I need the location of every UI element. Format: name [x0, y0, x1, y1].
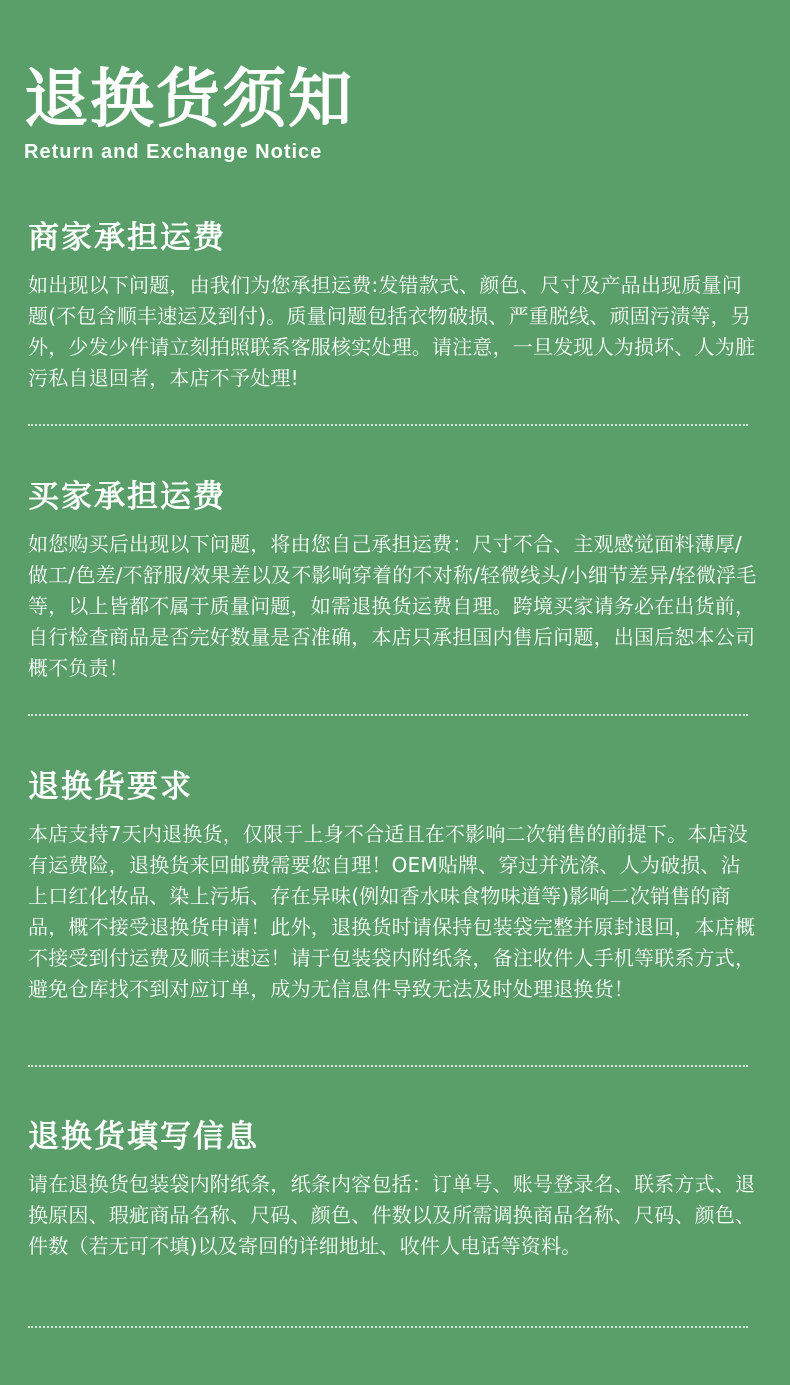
section-return-requirements	[28, 767, 758, 1005]
section-body: 如出现以下问题，由我们为您承担运费:发错款式、颜色、尺寸及产品出现质量问题(不包含顺丰速运及到付)。质量问题包括衣物破损、严重脱线、顽固污渍等，另外，少发少件请立刻拍照联系客服核实处理。请注意，一旦发现人为损坏、人为脏污私自退回者，本店不予处理!	[28, 273, 756, 390]
section-title: 退换货填写信息	[28, 1119, 259, 1155]
section-title: 退换货要求	[28, 769, 193, 805]
section-divider	[28, 714, 748, 716]
section-title: 商家承担运费	[28, 220, 226, 256]
page-title: 退换货须知	[24, 63, 354, 137]
section-divider	[28, 1326, 748, 1328]
section-return-info-form	[28, 1117, 758, 1262]
section-body: 请在退换货包装袋内附纸条，纸条内容包括：订单号、账号登录名、联系方式、退换原因、瑕疵商品名称、尺码、颜色、件数以及所需调换商品名称、尺码、颜色、件数（若无可不填)以及寄回的详细地址、收件人电话等资料。	[28, 1172, 756, 1258]
section-body: 如您购买后出现以下问题，将由您自己承担运费：尺寸不合、主观感觉面料薄厚/做工/色差/不舒服/效果差以及不影响穿着的不对称/轻微线头/小细节差异/轻微浮毛等，以上皆都不属于质量问题，如需退换货运费自理。跨境买家请务必在出货前，自行检查商品是否完好数量是否准确，本店只承担国内售后问题，出国后恕本公司概不负责！	[28, 532, 757, 680]
section-title: 买家承担运费	[28, 479, 226, 515]
page-subtitle: Return and Exchange Notice	[24, 141, 323, 163]
section-divider	[28, 1065, 748, 1067]
section-buyer-pays-shipping	[28, 477, 758, 684]
section-seller-pays-shipping	[28, 218, 758, 394]
section-divider	[28, 424, 748, 426]
page-header	[24, 62, 354, 164]
section-body: 本店支持7天内退换货，仅限于上身不合适且在不影响二次销售的前提下。本店没有运费险，退换货来回邮费需要您自理！OEM贴牌、穿过并洗涤、人为破损、沾上口红化妆品、染上污垢、存在异味(例如香水味食物味道等)影响二次销售的商品，概不接受退换货申请！此外，退换货时请保持包装袋完整并原封退回，本店概不接受到付运费及顺丰速运！请于包装袋内附纸条，备注收件人手机等联系方式，避免仓库找不到对应订单，成为无信息件导致无法及时处理退换货！	[28, 822, 756, 1001]
